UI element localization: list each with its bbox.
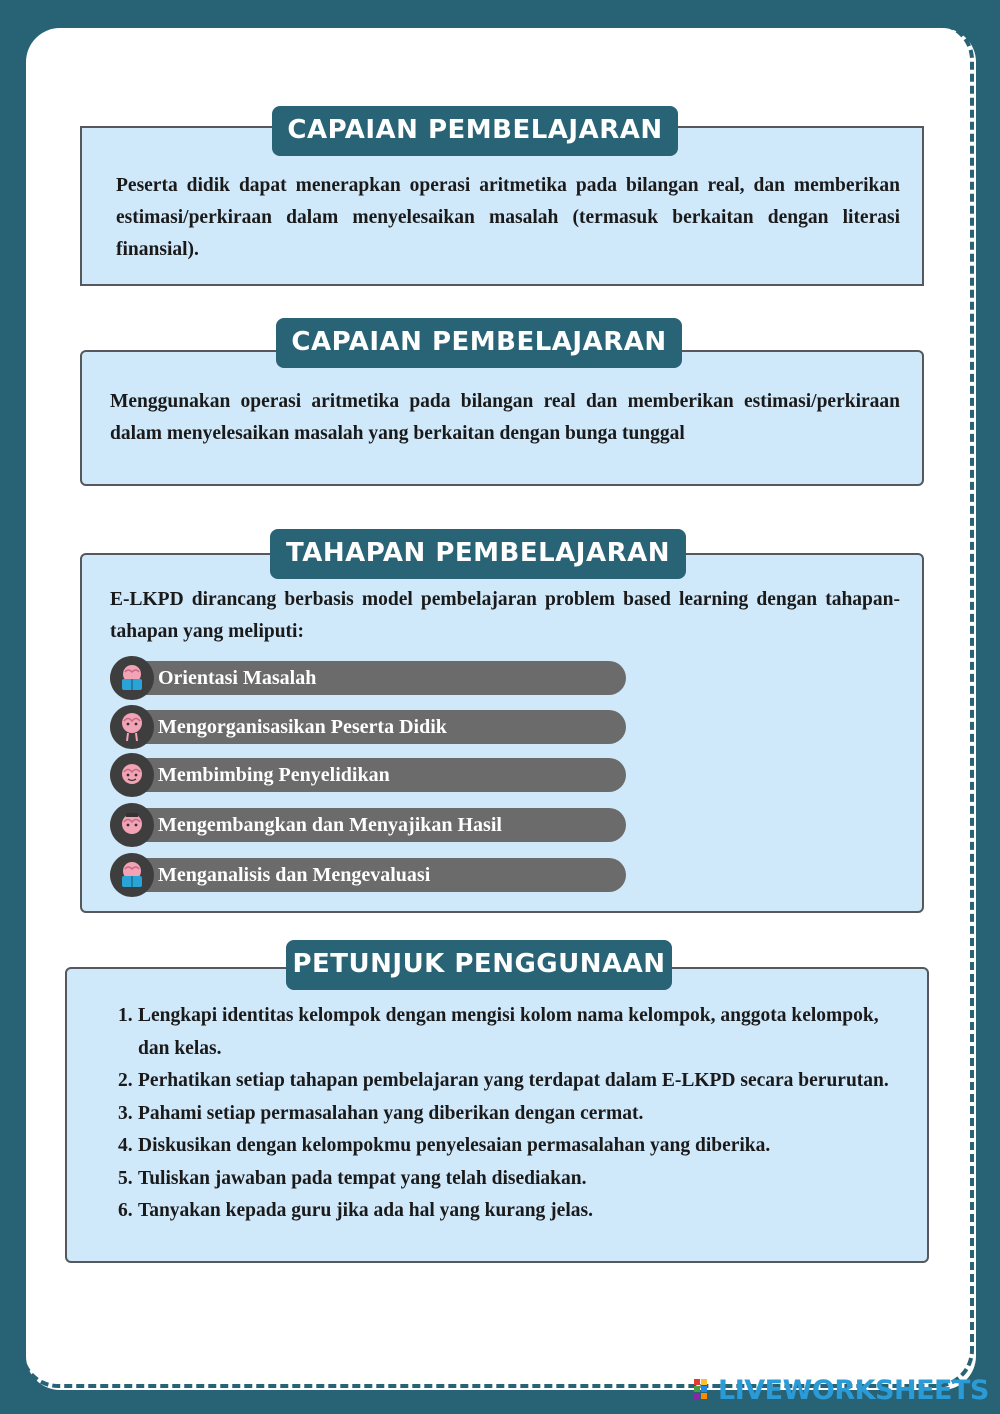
capaian-title-1: CAPAIAN PEMBELAJARAN (272, 106, 678, 156)
list-item: 4. Diskusikan dengan kelompokmu penyelesaian permasalahan yang diberika. (118, 1135, 771, 1156)
capaian-text-1: Peserta didik dapat menerapkan operasi aritmetika pada bilangan real, dan memberikan estimasi/perkiraan dalam menyelesaikan masalah (termasuk berkaitan dengan literasi finansial). (116, 175, 900, 260)
step-label: Mengembangkan dan Menyajikan Hasil (158, 814, 502, 836)
step-label: Membimbing Penyelidikan (158, 764, 390, 786)
capaian-title-2: CAPAIAN PEMBELAJARAN (276, 318, 682, 368)
watermark-text: LIVEWORKSHEETS (718, 1375, 989, 1406)
step-label: Menganalisis dan Mengevaluasi (158, 864, 431, 886)
list-item: 6. Tanyakan kepada guru jika ada hal yang kurang jelas. (118, 1200, 593, 1221)
tahapan-intro: E-LKPD dirancang berbasis model pembelajaran problem based learning dengan tahapan-tahapan yang meliputi: (110, 589, 900, 642)
list-item: 3. Pahami setiap permasalahan yang diberikan dengan cermat. (118, 1102, 644, 1124)
brain-character-icon (110, 705, 154, 749)
petunjuk-list (118, 1000, 904, 1228)
list-item: 5. Tuliskan jawaban pada tempat yang telah disediakan. (118, 1167, 587, 1189)
list-item: 1. Lengkapi identitas kelompok dengan mengisi kolom nama kelompok, anggota kelompok, dan kelas. (118, 1005, 879, 1059)
liveworksheets-logo-icon (694, 1379, 716, 1403)
step-label: Mengorganisasikan Peserta Didik (158, 716, 447, 738)
tahapan-title: TAHAPAN PEMBELAJARAN (270, 529, 686, 579)
brain-character-icon (110, 753, 154, 797)
step-item (110, 758, 626, 792)
step-item (110, 808, 626, 842)
list-item: 2. Perhatikan setiap tahapan pembelajaran yang terdapat dalam E-LKPD secara berurutan. (118, 1070, 889, 1091)
capaian-text-2: Menggunakan operasi aritmetika pada bilangan real dan memberikan estimasi/perkiraan dalam menyelesaikan masalah yang berkaitan dengan bunga tunggal (110, 391, 900, 444)
brain-reading-icon (110, 656, 154, 700)
step-label: Orientasi Masalah (158, 667, 317, 689)
brain-reading-icon (110, 853, 154, 897)
step-item (110, 661, 626, 695)
petunjuk-title: PETUNJUK PENGGUNAAN (286, 940, 672, 990)
brain-character-icon (110, 803, 154, 847)
step-item (110, 858, 626, 892)
step-item (110, 710, 626, 744)
